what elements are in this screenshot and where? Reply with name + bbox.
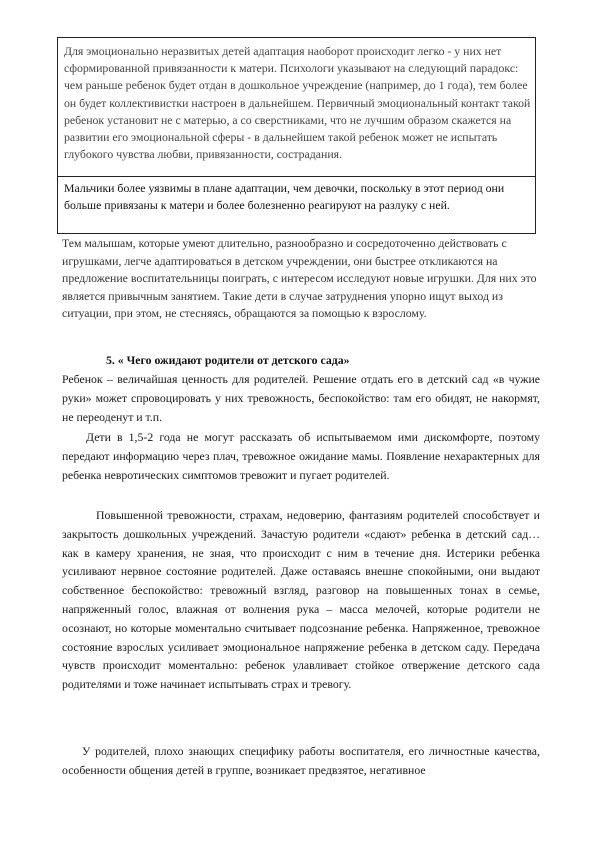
paragraph-text: Для эмоционально неразвитых детей адаптация наоборот происходит легко - у них нет сформированной привязанности к матери. Психологи указывают на следующий парадокс: чем раньше ребенок будет отдан в дошкольное учреждение (например, до 1 года), тем более он будет коллективистки настроен в дальнейшем. Первичный эмоциональный контакт такой ребенок установит не с матерью, а со сверстниками, что не лучшим образом скажется на развитии его эмоциональной сферы - в дальнейшем такой ребенок может не испытать глубокого чувства любви, привязанности, сострадания. — [64, 44, 531, 162]
paragraph-toys — [62, 235, 540, 323]
paragraph-anxiety — [62, 506, 540, 694]
paragraph-text: Тем малышам, которые умеют длительно, разнообразно и сосредоточенно действовать с игрушками, легче адаптироваться в детском учреждении, они быстрее откликаются на предложение воспитательницы поиграть, с интересом исследуют новые игрушки. Для них это является привычным занятием. Такие дети в случае затруднения упорно ищут выход из ситуации, при этом, не стесняясь, обращаются за помощью к взрослому. — [62, 236, 537, 321]
paragraph-text: Ребенок – величайшая ценность для родителей. Решение отдать его в детский сад «в чужие руки» может спровоцировать у них тревожность, беспокойство: там его обидят, не накормят, не переоденут и т.п. — [62, 372, 540, 424]
section-heading: 5. « Чего ожидают родители от детского сада» — [106, 353, 350, 367]
paragraph-parents — [62, 742, 540, 780]
paragraph-discomfort — [62, 428, 540, 484]
framed-paragraph-boys — [57, 177, 536, 234]
framed-paragraph-emotional-adaptation — [57, 37, 536, 177]
paragraph-text: У родителей, плохо знающих специфику работы воспитателя, его личностные качества, особенности общения детей в группе, возникает предвзятое, негативное — [62, 744, 540, 777]
paragraph-text: Повышенной тревожности, страхам, недоверию, фантазиям родителей способствует и закрытость дошкольных учреждений. Зачастую родители «сдают» ребенка в детский сад… как в камеру хранения, не зная, что происходит с ним в течение дня. Истерики ребенка усиливают нервное состояние родителей. Даже оставаясь внешне спокойными, они выдают собственное беспокойство: тревожный взгляд, разговор на повышенных тонах в семье, напряженный голос, влажная от волнения рука – масса мелочей, которые родители не осознают, но которые моментально считывает подсознание ребенка. Напряженное, тревожное состояние взрослых усиливает эмоциональное напряжение ребенка в детском саду. Передача чувств происходит моментально: ребенок улавливает стойкое отвержение детского сада родителями и тоже начинает испытывать страх и тревогу. — [62, 508, 540, 692]
paragraph-text: Дети в 1,5-2 года не могут рассказать об испытываемом ими дискомфорте, поэтому передают информацию через плач, тревожное ожидание мамы. Появление нехарактерных для ребенка невротических симптомов тревожит и пугает родителей. — [62, 430, 540, 482]
paragraph-text: Мальчики более уязвимы в плане адаптации, чем девочки, поскольку в этот период они больше привязаны к матери и более болезненно реагируют на разлуку с ней. — [64, 181, 505, 213]
paragraph-value — [62, 370, 540, 426]
